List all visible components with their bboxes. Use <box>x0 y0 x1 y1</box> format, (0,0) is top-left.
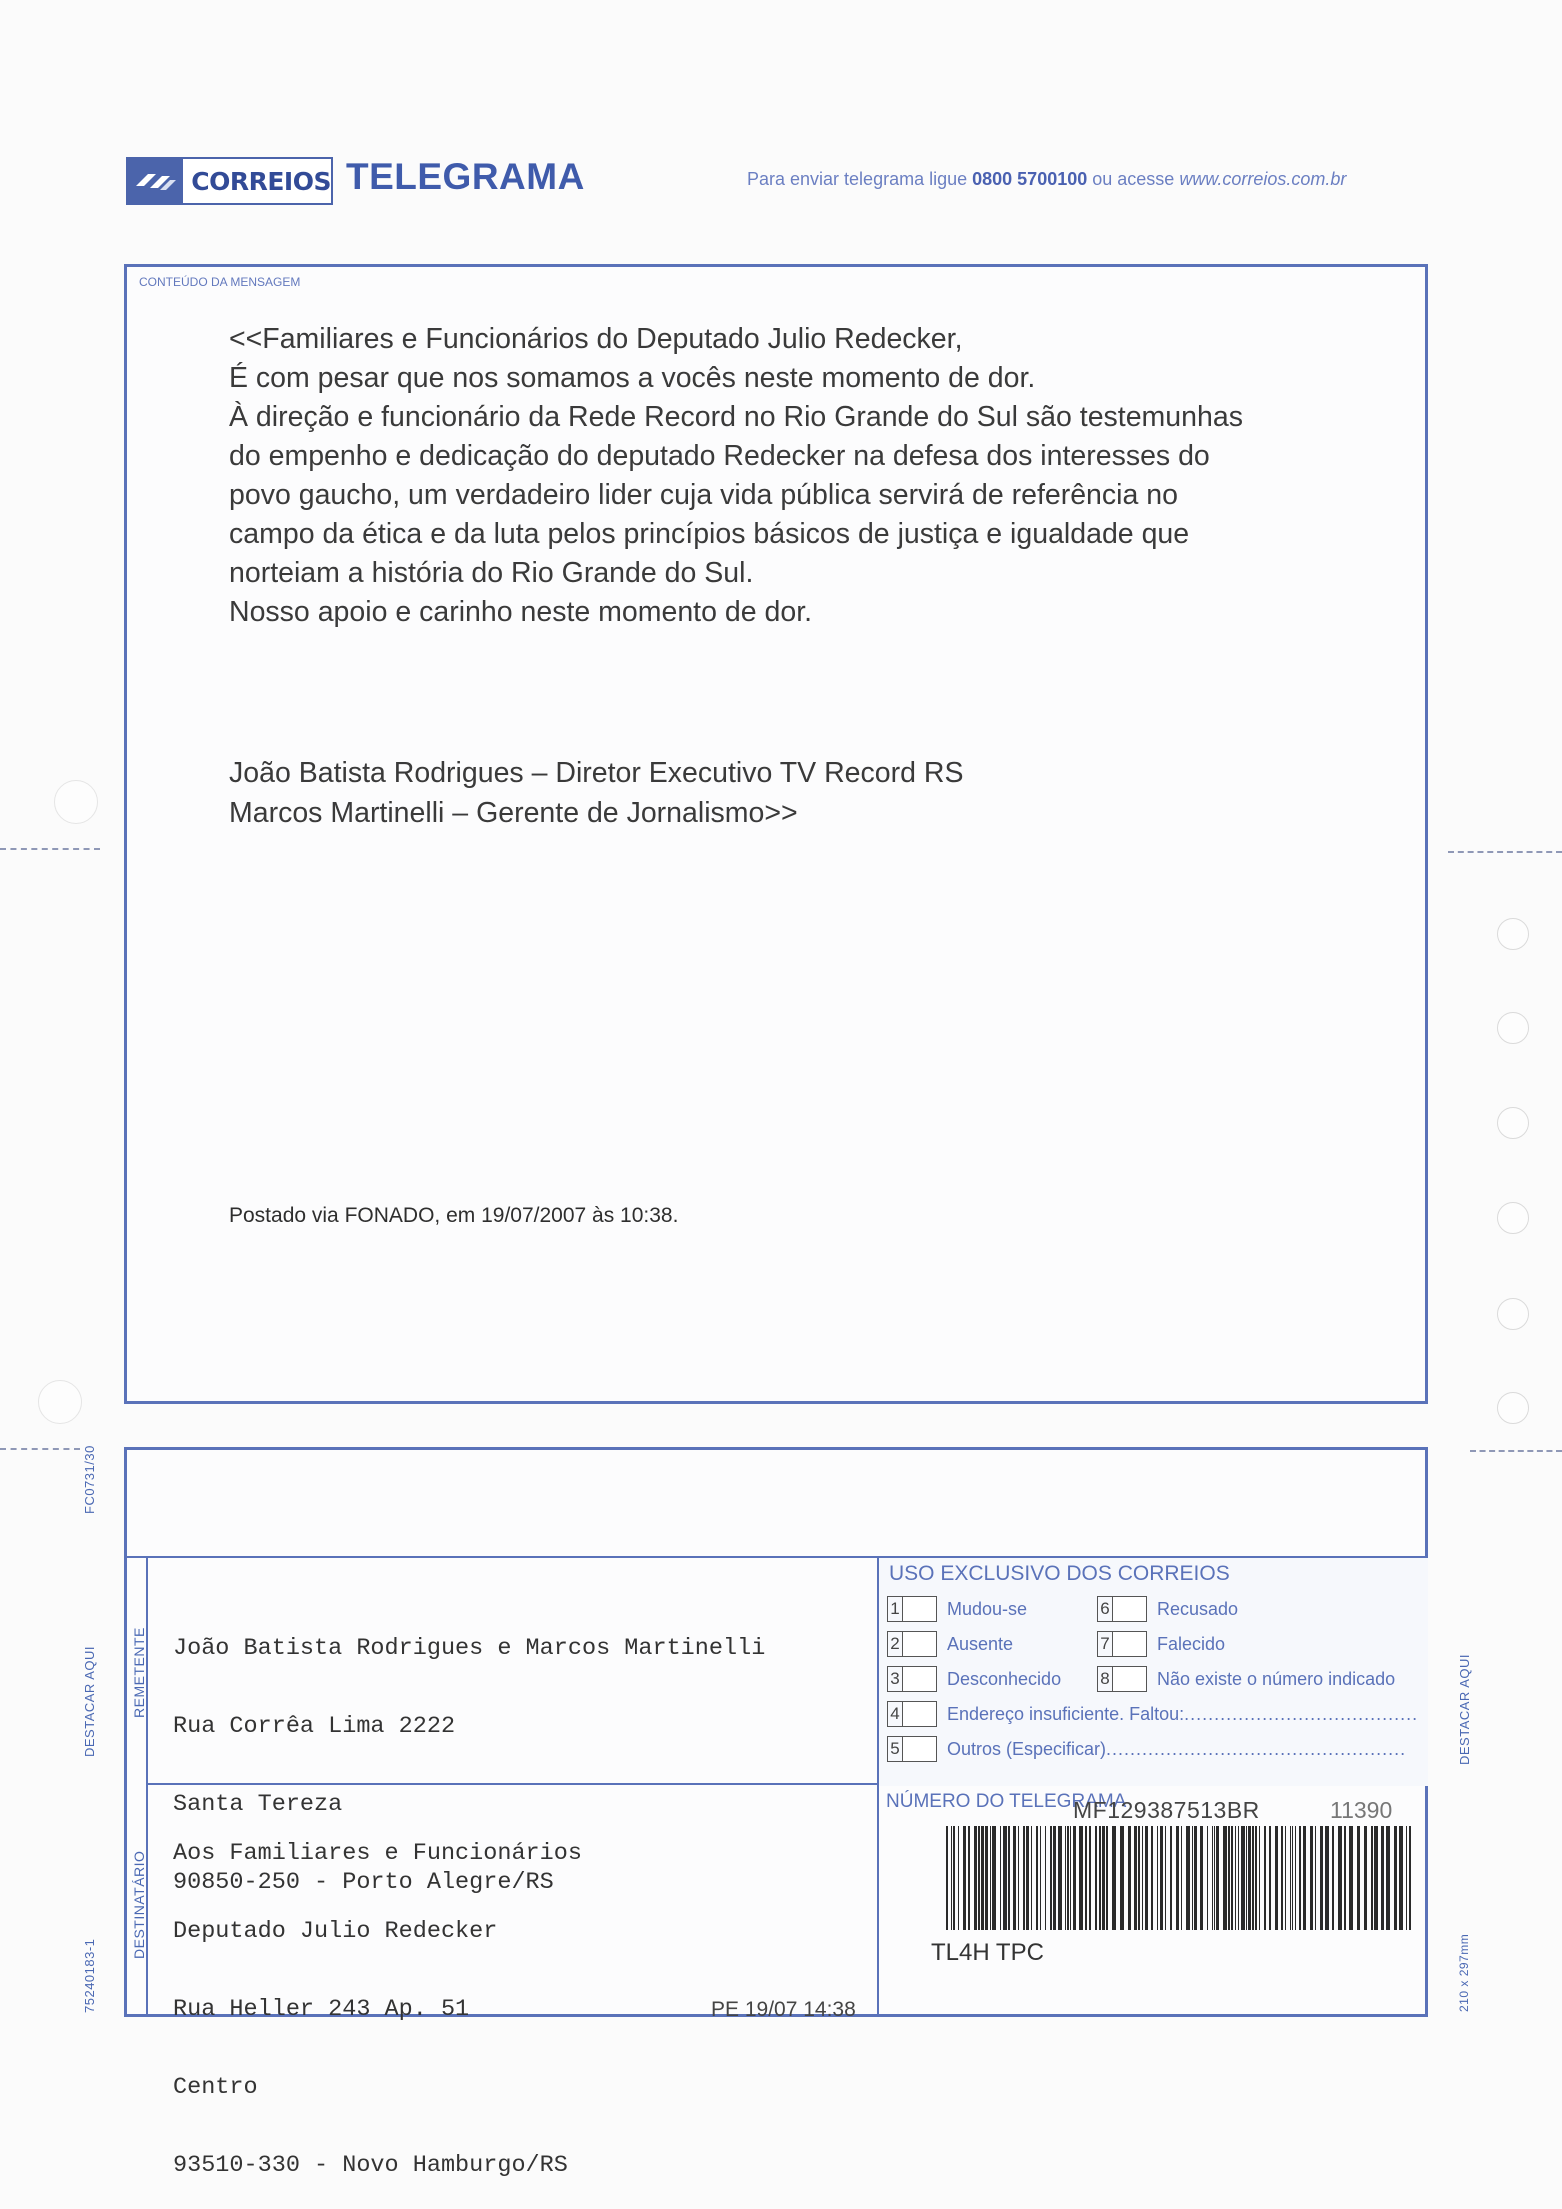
recipient-line: Rua Heller 243 Ap. 51 <box>173 1996 470 2023</box>
option-number: 4 <box>887 1701 903 1727</box>
barcode-bar <box>946 1826 948 1930</box>
barcode-bar <box>1023 1826 1025 1930</box>
message-label: CONTEÚDO DA MENSAGEM <box>139 275 301 289</box>
feed-hole <box>1497 1012 1529 1044</box>
detach-here-left: DESTACAR AQUI <box>82 1645 97 1757</box>
barcode-bar <box>1212 1826 1213 1930</box>
option-unknown[interactable] <box>887 1666 1061 1692</box>
feed-hole <box>1497 1298 1529 1330</box>
perforation-line <box>1470 1450 1562 1452</box>
option-other[interactable] <box>887 1736 1406 1762</box>
barcode-bar <box>1112 1826 1116 1930</box>
barcode-bar <box>1134 1826 1137 1930</box>
paper-size: 210 x 297mm <box>1457 1933 1471 2012</box>
option-label: Ausente <box>947 1633 1014 1654</box>
perforation-line <box>0 848 100 850</box>
barcode-bar <box>1285 1826 1286 1930</box>
recipient-address <box>173 1789 582 2205</box>
barcode-bar <box>1031 1826 1032 1930</box>
barcode-bar <box>1241 1826 1245 1930</box>
barcode-bar <box>1303 1826 1306 1930</box>
barcode-bar <box>1000 1826 1001 1930</box>
option-refused[interactable] <box>1097 1596 1238 1622</box>
option-number: 6 <box>1097 1596 1113 1622</box>
sender-label: REMETENTE <box>131 1627 147 1718</box>
barcode-bar <box>953 1826 955 1930</box>
barcode-bar <box>1095 1826 1097 1930</box>
barcode-bar <box>1223 1826 1227 1930</box>
posted-info: Postado via FONADO, em 19/07/2007 às 10:38. <box>229 1204 679 1227</box>
dotted-fill: ....................................... <box>1184 1703 1419 1724</box>
form-code-bottom: 75240183-1 <box>82 1938 97 2013</box>
barcode-bar <box>1070 1826 1071 1930</box>
barcode-bar <box>1013 1826 1016 1930</box>
recipient-label: DESTINATÁRIO <box>131 1850 147 1959</box>
correios-use-title: USO EXCLUSIVO DOS CORREIOS <box>889 1562 1230 1585</box>
barcode-bar <box>1332 1826 1334 1930</box>
feed-hole <box>54 780 98 824</box>
barcode-bar <box>1399 1826 1403 1930</box>
checkbox[interactable] <box>1113 1631 1147 1657</box>
phone-number: 0800 5700100 <box>972 169 1088 189</box>
barcode-bar <box>1128 1826 1131 1930</box>
barcode-bar <box>1290 1826 1291 1930</box>
message-box <box>124 264 1428 1404</box>
barcode-bar <box>1259 1826 1260 1930</box>
barcode-bar <box>1207 1826 1208 1930</box>
barcode-bar <box>978 1826 980 1930</box>
barcode-bar <box>1299 1826 1301 1930</box>
correios-emblem-icon <box>128 159 183 203</box>
barcode-bar <box>1120 1826 1124 1930</box>
feed-hole <box>38 1380 82 1424</box>
message-line: <<Familiares e Funcionários do Deputado Julio Redecker, <box>229 323 963 355</box>
barcode-bar <box>1349 1826 1353 1930</box>
barcode-bar <box>1310 1826 1313 1930</box>
signature-line: Marcos Martinelli – Gerente de Jornalismo>> <box>229 797 798 829</box>
barcode-bar <box>1194 1826 1197 1930</box>
barcode-bar <box>1235 1826 1236 1930</box>
checkbox[interactable] <box>903 1701 937 1727</box>
barcode-bar <box>992 1826 996 1930</box>
option-moved[interactable] <box>887 1596 1027 1622</box>
sender-line: Santa Tereza <box>173 1791 343 1818</box>
option-label: Endereço insuficiente. Faltou: <box>947 1703 1185 1724</box>
barcode-bar <box>1050 1826 1052 1930</box>
barcode-bar <box>1248 1826 1251 1930</box>
barcode-bar <box>1040 1826 1041 1930</box>
feed-hole <box>1497 1107 1529 1139</box>
recipient-line: 93510-330 - Novo Hamburgo/RS <box>173 2152 568 2179</box>
barcode-bar <box>1045 1826 1046 1930</box>
barcode-bar <box>1058 1826 1062 1930</box>
barcode-bar <box>1138 1826 1140 1930</box>
barcode-bar <box>1381 1826 1384 1930</box>
document-title: TELEGRAMA <box>346 156 585 197</box>
barcode-bar <box>1325 1826 1329 1930</box>
barcode-bar <box>1008 1826 1010 1930</box>
checkbox[interactable] <box>903 1631 937 1657</box>
option-number: 5 <box>887 1736 903 1762</box>
form-code-top: FC0731/30 <box>82 1445 97 1514</box>
checkbox[interactable] <box>903 1666 937 1692</box>
recipient-line: Deputado Julio Redecker <box>173 1918 498 1945</box>
barcode-bar <box>1338 1826 1342 1930</box>
barcode-bar <box>1142 1826 1143 1930</box>
barcode-bar <box>1357 1826 1360 1930</box>
checkbox[interactable] <box>903 1736 937 1762</box>
barcode-bar <box>1228 1826 1230 1930</box>
barcode-bar <box>1157 1826 1158 1930</box>
barcode-bar <box>958 1826 959 1930</box>
option-insufficient-address[interactable] <box>887 1701 1418 1727</box>
barcode-bar <box>1231 1826 1233 1930</box>
barcode-bar <box>1216 1826 1219 1930</box>
telegram-number: MF129387513BR <box>1073 1797 1260 1823</box>
message-line: norteiam a história do Rio Grande do Sul. <box>229 557 754 589</box>
barcode-bar <box>1079 1826 1083 1930</box>
perforation-line <box>0 1448 80 1450</box>
barcode-bar <box>1252 1826 1254 1930</box>
option-label: Desconhecido <box>947 1668 1062 1689</box>
barcode-bar <box>968 1826 970 1930</box>
barcode-bar <box>1281 1826 1283 1930</box>
barcode-bar <box>1003 1826 1007 1930</box>
barcode-bar <box>1099 1826 1101 1930</box>
telegram-code: 11390 <box>1330 1797 1393 1823</box>
barcode-bar <box>1053 1826 1056 1930</box>
barcode-bar <box>1246 1826 1247 1930</box>
barcode-bar <box>1214 1826 1215 1930</box>
barcode-bar <box>1275 1826 1278 1930</box>
barcode-bar <box>1102 1826 1105 1930</box>
telegram-number-title: NÚMERO DO TELEGRAMA <box>886 1791 1127 1812</box>
barcode-bar <box>1295 1826 1296 1930</box>
barcode-bar <box>1315 1826 1316 1930</box>
recipient-line: Aos Familiares e Funcionários <box>173 1840 582 1867</box>
message-line: É com pesar que nos somamos a vocês neste momento de dor. <box>229 362 1036 394</box>
barcode-bar <box>1106 1826 1108 1930</box>
barcode-bar <box>1176 1826 1179 1930</box>
barcode-bar <box>1170 1826 1172 1930</box>
barcode-bar <box>1073 1826 1076 1930</box>
barcode-bar <box>1065 1826 1066 1930</box>
option-label: Mudou-se <box>947 1598 1028 1619</box>
dotted-fill: .................................................. <box>1106 1738 1407 1759</box>
correios-logo <box>126 157 333 205</box>
barcode-bar <box>1344 1826 1346 1930</box>
sender-line: João Batista Rodrigues e Marcos Martinelli <box>173 1635 766 1662</box>
message-line: Nosso apoio e carinho neste momento de dor. <box>229 596 813 628</box>
barcode-bar <box>1165 1826 1166 1930</box>
checkbox[interactable] <box>903 1596 937 1622</box>
barcode-bar <box>1089 1826 1091 1930</box>
postmark-stamp: PE 19/07 14:38 <box>711 1998 856 2021</box>
option-number: 8 <box>1097 1666 1113 1692</box>
service-code: TL4H TPC <box>931 1939 1044 1966</box>
option-label: Recusado <box>1157 1598 1239 1619</box>
detach-here-right: DESTACAR AQUI <box>1457 1653 1472 1765</box>
barcode-bar <box>990 1826 991 1930</box>
barcode-bar <box>1320 1826 1323 1930</box>
barcode-bar <box>1364 1826 1367 1930</box>
barcode-bar <box>1406 1826 1407 1930</box>
barcode-bar <box>1371 1826 1373 1930</box>
option-deceased[interactable] <box>1097 1631 1225 1657</box>
feed-hole <box>1497 1392 1529 1424</box>
barcode-bar <box>1238 1826 1239 1930</box>
barcode-bar <box>1386 1826 1390 1930</box>
barcode-bar <box>1026 1826 1029 1930</box>
info-middle: ou acesse <box>1087 169 1180 189</box>
barcode-bar <box>1200 1826 1203 1930</box>
barcode-bar <box>985 1826 988 1930</box>
barcode-bar <box>1186 1826 1190 1930</box>
barcode-bar <box>1151 1826 1153 1930</box>
option-label: Outros (Especificar) <box>947 1738 1107 1759</box>
message-line: À direção e funcionário da Rede Record no Rio Grande do Sul são testemunhas <box>229 401 1243 433</box>
option-number: 2 <box>887 1631 903 1657</box>
barcode-bar <box>1374 1826 1378 1930</box>
barcode-bar <box>1036 1826 1038 1930</box>
message-line: do empenho e dedicação do deputado Redecker na defesa dos interesses do <box>229 440 1210 472</box>
barcode-bar <box>1394 1826 1397 1930</box>
perforation-line <box>1448 851 1562 853</box>
message-line: povo gaucho, um verdadeiro lider cuja vida pública servirá de referência no <box>229 479 1178 511</box>
barcode-bar <box>1181 1826 1182 1930</box>
barcode-bar <box>1292 1826 1293 1930</box>
header-info <box>747 169 1346 190</box>
logo-text: CORREIOS <box>191 166 331 196</box>
barcode-bar <box>1018 1826 1019 1930</box>
message-line: campo da ética e da luta pelos princípios básicos de justiça e igualdade que <box>229 518 1190 550</box>
info-prefix: Para enviar telegrama ligue <box>747 169 973 189</box>
barcode-bar <box>1145 1826 1148 1930</box>
barcode <box>946 1826 1412 1930</box>
barcode-bar <box>1255 1826 1257 1930</box>
option-label: Falecido <box>1157 1633 1226 1654</box>
recipient-line: Centro <box>173 2074 258 2101</box>
barcode-bar <box>951 1826 952 1930</box>
option-no-number[interactable] <box>1097 1666 1395 1692</box>
sender-line: Rua Corrêa Lima 2222 <box>173 1713 456 1740</box>
checkbox[interactable] <box>1113 1596 1147 1622</box>
feed-hole <box>1497 1202 1529 1234</box>
barcode-bar <box>1067 1826 1069 1930</box>
barcode-bar <box>1192 1826 1193 1930</box>
feed-hole <box>1497 918 1529 950</box>
barcode-bar <box>1409 1826 1411 1930</box>
option-number: 3 <box>887 1666 903 1692</box>
barcode-bar <box>1085 1826 1087 1930</box>
barcode-bar <box>1264 1826 1266 1930</box>
sender-line: 90850-250 - Porto Alegre/RS <box>173 1869 554 1896</box>
barcode-bar <box>963 1826 966 1930</box>
option-number: 1 <box>887 1596 903 1622</box>
option-label: Não existe o número indicado <box>1157 1668 1396 1689</box>
option-absent[interactable] <box>887 1631 1013 1657</box>
barcode-bar <box>974 1826 977 1930</box>
website-link[interactable]: www.correios.com.br <box>1179 169 1347 189</box>
checkbox[interactable] <box>1113 1666 1147 1692</box>
signature-line: João Batista Rodrigues – Diretor Executivo TV Record RS <box>229 757 964 789</box>
barcode-bar <box>1160 1826 1163 1930</box>
option-number: 7 <box>1097 1631 1113 1657</box>
barcode-bar <box>1269 1826 1271 1930</box>
barcode-bar <box>981 1826 984 1930</box>
